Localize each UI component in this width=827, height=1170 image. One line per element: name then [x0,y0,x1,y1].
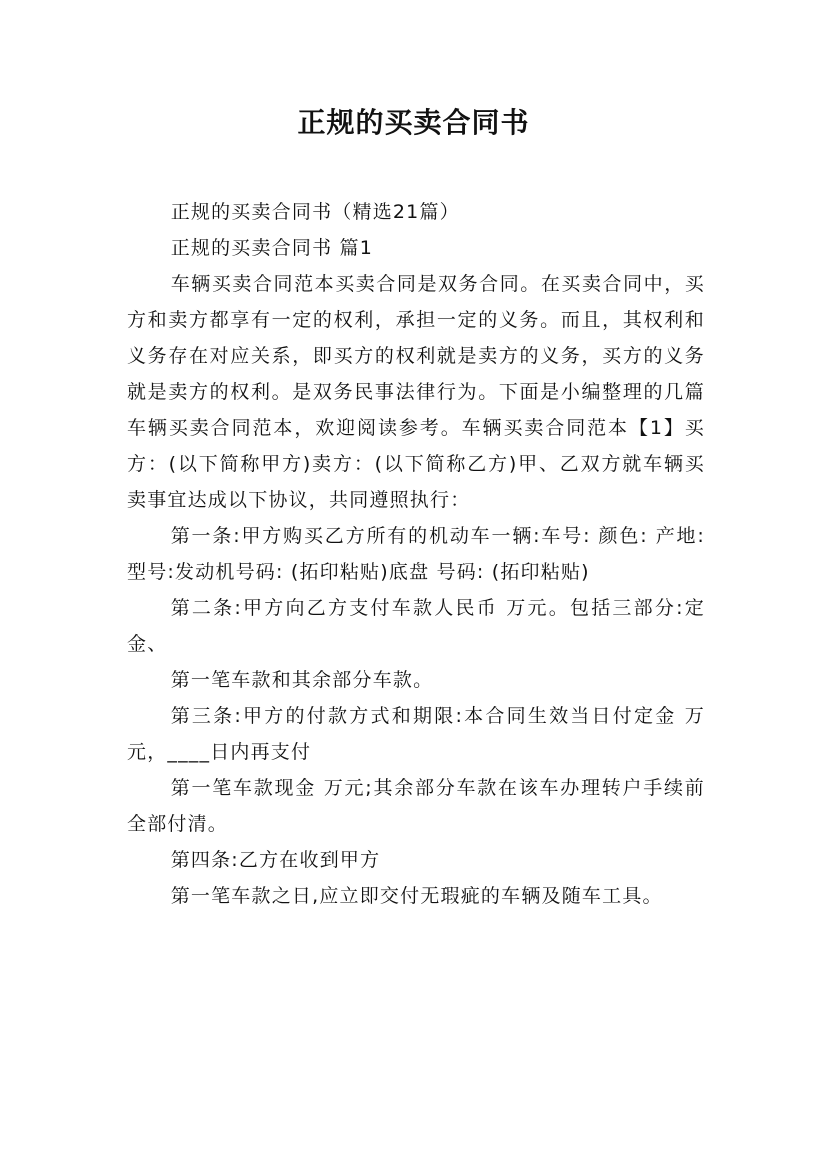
paragraph-first-payment: 第一笔车款和其余部分车款。 [170,669,434,691]
paragraph-article-3: 第三条:甲方的付款方式和期限:本合同生效当日付定金 万元，____日内再支付 [127,705,705,763]
paragraph-article-4: 第四条:乙方在收到甲方 [170,849,381,871]
document-body [127,194,705,914]
paragraph-subtitle: 正规的买卖合同书（精选21篇） [170,201,460,223]
paragraph-article-1: 第一条:甲方购买乙方所有的机动车一辆:车号: 颜色: 产地: 型号:发动机号码: (拓印粘贴)底盘 号码: (拓印粘贴) [127,525,705,583]
paragraph-section-heading: 正规的买卖合同书 篇1 [170,237,374,259]
paragraph-first-payment-cash: 第一笔车款现金 万元;其余部分车款在该车办理转户手续前全部付清。 [127,777,705,835]
paragraph-delivery: 第一笔车款之日,应立即交付无瑕疵的车辆及随车工具。 [170,885,663,907]
paragraph-article-2: 第二条:甲方向乙方支付车款人民币 万元。包括三部分:定金、 [127,597,705,655]
document-title: 正规的买卖合同书 [297,106,530,139]
paragraph-intro: 车辆买卖合同范本买卖合同是双务合同。在买卖合同中，买方和卖方都享有一定的权利，承担一定的义务。而且，其权利和义务存在对应关系，即买方的权利就是卖方的义务，买方的义务就是卖方的权利。是双务民事法律行为。下面是小编整理的几篇车辆买卖合同范本，欢迎阅读参考。车辆买卖合同范本【1】买方：(以下简称甲方)卖方：(以下简称乙方)甲、乙双方就车辆买卖事宜达成以下协议，共同遵照执行： [127,273,705,511]
